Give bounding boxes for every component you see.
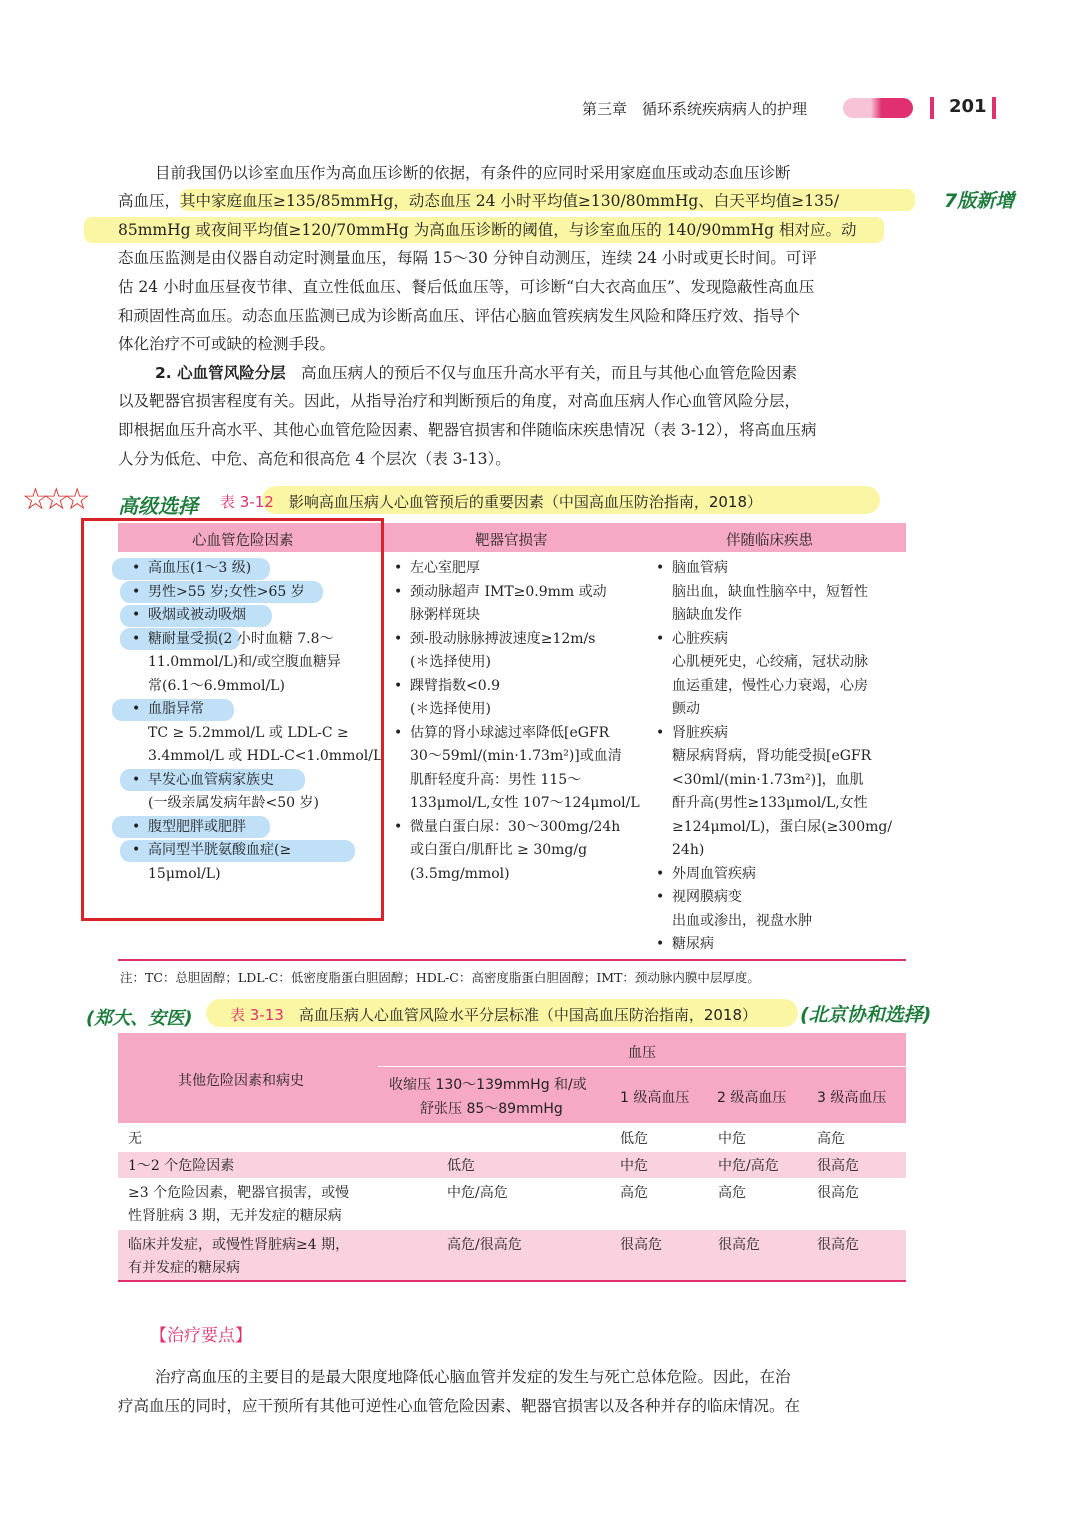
bullet-continuation: 24h) bbox=[672, 842, 705, 858]
paragraph-line: 高血压，其中家庭血压≥135/85mmHg，动态血压 24 小时平均值≥130/80mmHg、白天平均值≥135/ bbox=[118, 192, 840, 210]
chapter-color-tab bbox=[843, 98, 913, 118]
bullet-item: • 脑血管病 bbox=[654, 557, 892, 581]
bullet-item: • 踝臂指数<0.9 bbox=[392, 675, 640, 699]
target-organ-column bbox=[392, 557, 640, 886]
handwritten-stars: ☆☆☆ bbox=[22, 482, 85, 517]
clinical-conditions-column bbox=[654, 557, 892, 957]
bullet-continuation: TC ≥ 5.2mmol/L 或 LDL-C ≥ bbox=[148, 724, 349, 741]
paragraph-line: 疗高血压的同时，应干预所有其他可逆性心血管危险因素、靶器官损害以及各种并存的临床情况。在 bbox=[118, 1397, 801, 1415]
bullet-item: • 高同型半胱氨酸血症(≥ bbox=[130, 839, 382, 863]
paragraph-line: 态血压监测是由仪器自动定时测量血压，每隔 15～30 分钟自动测压，连续 24 小时或更长时间。可评 bbox=[118, 249, 817, 267]
handwritten-note-schools: (郑大、安医) bbox=[86, 1008, 193, 1029]
bullet-continuation: 脑出血，缺血性脑卒中，短暂性 bbox=[672, 583, 868, 600]
row-label: 有并发症的糖尿病 bbox=[128, 1260, 240, 1276]
header-divider bbox=[378, 1066, 906, 1067]
table-title: 高血压病人心血管风险水平分层标准（中国高血压防治指南，2018） bbox=[298, 1006, 758, 1024]
bullet-continuation: 脉粥样斑块 bbox=[410, 607, 480, 623]
risk-level-cell: 高危 bbox=[718, 1185, 746, 1201]
page-number: 201 bbox=[949, 96, 987, 117]
bullet-item: • 吸烟或被动吸烟 bbox=[130, 604, 382, 628]
column-header: 2 级高血压 bbox=[717, 1090, 787, 1106]
risk-level-cell: 高危 bbox=[620, 1185, 648, 1201]
bullet-continuation: 3.4mmol/L 或 HDL-C<1.0mmol/L bbox=[148, 748, 383, 764]
bullet-continuation: 或白蛋白/肌酐比 ≥ 30mg/g bbox=[410, 842, 588, 858]
bullet-item: • 视网膜病变 bbox=[654, 886, 892, 910]
row-label: 无 bbox=[128, 1131, 142, 1147]
bullet-item: • 颈动脉超声 IMT≥0.9mm 或动 bbox=[392, 581, 640, 605]
bullet-continuation: 肌酐轻度升高：男性 115～ bbox=[410, 771, 582, 788]
paragraph-line: 治疗高血压的主要目的是最大限度地降低心脑血管并发症的发生与死亡总体危险。因此，在治 bbox=[155, 1368, 791, 1386]
bullet-continuation: 133μmol/L,女性 107～124μmol/L bbox=[410, 795, 640, 811]
section-paragraph-line: 2. 心血管风险分层 高血压病人的预后不仅与血压升高水平有关，而且与其他心血管危险因素 bbox=[155, 364, 798, 382]
column-header: 1 级高血压 bbox=[620, 1090, 690, 1106]
table-title: 影响高血压病人心血管预后的重要因素（中国高血压防治指南，2018） bbox=[288, 493, 763, 511]
bullet-item: • 高血压(1～3 级) bbox=[130, 557, 382, 581]
bullet-continuation: 糖尿病肾病，肾功能受损[eGFR bbox=[672, 748, 872, 764]
bullet-continuation: 出血或渗出，视盘水肿 bbox=[672, 912, 812, 929]
bullet-item: • 腹型肥胖或肥胖 bbox=[130, 816, 382, 840]
risk-level-cell: 很高危 bbox=[620, 1237, 662, 1253]
bullet-item: • 糖耐量受损(2 小时血糖 7.8～ bbox=[130, 628, 382, 652]
bullet-continuation: 颤动 bbox=[672, 701, 700, 717]
paragraph-line: 估 24 小时血压昼夜节律、直立性低血压、餐后低血压等，可诊断“白大衣高血压”、发现隐蔽性高血压 bbox=[118, 278, 815, 296]
bullet-item: • 颈-股动脉脉搏波速度≥12m/s bbox=[392, 628, 640, 652]
bullet-item: • 微量白蛋白尿：30～300mg/24h bbox=[392, 816, 640, 840]
column-header: 伴随临床疾患 bbox=[726, 533, 813, 549]
handwritten-note-7th-edition: 7版新增 bbox=[944, 190, 1015, 212]
page-divider bbox=[930, 97, 934, 119]
table-bottom-rule bbox=[118, 1280, 906, 1282]
column-header: 靶器官损害 bbox=[475, 533, 548, 549]
paragraph-line: 体化治疗不可或缺的检测手段。 bbox=[118, 335, 336, 353]
row-label: 性肾脏病 3 期，无并发症的糖尿病 bbox=[128, 1208, 342, 1224]
bullet-continuation: (3.5mg/mmol) bbox=[410, 865, 510, 882]
table-note: 注：TC：总胆固醇；LDL-C：低密度脂蛋白胆固醇；HDL-C：高密度脂蛋白胆固醇；IMT：颈动脉内膜中层厚度。 bbox=[120, 970, 760, 985]
table-caption bbox=[230, 1004, 757, 1025]
bullet-continuation: (＊选择使用) bbox=[410, 701, 491, 717]
risk-level-cell: 中危 bbox=[718, 1131, 746, 1147]
risk-level-cell: 高危/很高危 bbox=[447, 1237, 522, 1253]
column-header: 心血管危险因素 bbox=[192, 533, 294, 549]
bullet-continuation: 血运重建，慢性心力衰竭，心房 bbox=[672, 677, 868, 694]
bullet-item: • 男性>55 岁;女性>65 岁 bbox=[130, 581, 382, 605]
bullet-item: • 左心室肥厚 bbox=[392, 557, 640, 581]
table-number: 表 3-12 bbox=[220, 493, 274, 511]
paragraph-line: 以及靶器官损害程度有关。因此，从指导治疗和判断预后的角度，对高血压病人作心血管风险分层， bbox=[118, 392, 801, 410]
section-heading: 【治疗要点】 bbox=[150, 1326, 252, 1346]
bullet-item: • 早发心血管病家族史 bbox=[130, 769, 382, 793]
risk-level-cell: 中危/高危 bbox=[718, 1158, 779, 1174]
handwritten-red-box bbox=[81, 518, 384, 921]
paragraph-line: 和顽固性高血压。动态血压监测已成为诊断高血压、评估心脑血管疾病发生风险和降压疗效、指导个 bbox=[118, 307, 801, 325]
risk-level-cell: 低危 bbox=[447, 1158, 475, 1174]
bullet-continuation: <30ml/(min·1.73m²)]，血肌 bbox=[672, 771, 864, 788]
bullet-continuation: 酐升高(男性≥133μmol/L,女性 bbox=[672, 795, 868, 811]
row-label: 临床并发症，或慢性肾脏病≥4 期， bbox=[128, 1237, 350, 1253]
bullet-item: • 血脂异常 bbox=[130, 698, 382, 722]
risk-level-cell: 中危/高危 bbox=[447, 1185, 508, 1201]
risk-level-cell: 低危 bbox=[620, 1131, 648, 1147]
risk-level-cell: 很高危 bbox=[817, 1185, 859, 1201]
handwritten-note-pumch: (北京协和选择) bbox=[800, 1004, 932, 1026]
bullet-item: • 肾脏疾病 bbox=[654, 722, 892, 746]
column-header: 收缩压 130～139mmHg 和/或 bbox=[389, 1077, 587, 1093]
table-bottom-rule bbox=[118, 959, 906, 961]
row-background bbox=[118, 1152, 906, 1178]
chapter-title: 第三章 循环系统疾病病人的护理 bbox=[582, 100, 808, 118]
risk-level-cell: 高危 bbox=[817, 1131, 845, 1147]
row-label: 1～2 个危险因素 bbox=[128, 1158, 235, 1174]
bullet-continuation: (一级亲属发病年龄<50 岁) bbox=[148, 795, 319, 811]
risk-level-cell: 很高危 bbox=[817, 1237, 859, 1253]
bullet-continuation: (＊选择使用) bbox=[410, 654, 491, 670]
page-divider bbox=[992, 97, 996, 119]
column-group-header: 血压 bbox=[628, 1045, 656, 1061]
bullet-continuation: 11.0mmol/L)和/或空腹血糖异 bbox=[148, 654, 341, 670]
column-header: 舒张压 85～89mmHg bbox=[420, 1101, 563, 1117]
bullet-item: • 心脏疾病 bbox=[654, 628, 892, 652]
bullet-item: • 外周血管疾病 bbox=[654, 863, 892, 887]
bullet-continuation: 脑缺血发作 bbox=[672, 607, 742, 623]
column-header: 其他危险因素和病史 bbox=[178, 1073, 304, 1089]
section-heading: 2. 心血管风险分层 bbox=[155, 364, 286, 382]
bullet-continuation: 常(6.1～6.9mmol/L) bbox=[148, 677, 285, 694]
bullet-item: • 估算的肾小球滤过率降低[eGFR bbox=[392, 722, 640, 746]
table-caption bbox=[220, 491, 762, 512]
paragraph-line: 目前我国仍以诊室血压作为高血压诊断的依据，有条件的应同时采用家庭血压或动态血压诊断 bbox=[155, 164, 791, 182]
risk-level-cell: 很高危 bbox=[718, 1237, 760, 1253]
risk-level-cell: 很高危 bbox=[817, 1158, 859, 1174]
column-header: 3 级高血压 bbox=[817, 1090, 887, 1106]
bullet-item: • 糖尿病 bbox=[654, 933, 892, 957]
paragraph-line: 即根据血压升高水平、其他心血管危险因素、靶器官损害和伴随临床疾患情况（表 3-12），将高血压病 bbox=[118, 421, 817, 439]
table-number: 表 3-13 bbox=[230, 1006, 284, 1024]
paragraph-line: 人分为低危、中危、高危和很高危 4 个层次（表 3-13）。 bbox=[118, 450, 511, 468]
row-label: ≥3 个危险因素，靶器官损害，或慢 bbox=[128, 1185, 350, 1201]
risk-level-cell: 中危 bbox=[620, 1158, 648, 1174]
bullet-continuation: 30～59ml/(min·1.73m²)]或血清 bbox=[410, 748, 622, 764]
bullet-continuation: 15μmol/L) bbox=[148, 865, 221, 882]
paragraph-line: 85mmHg 或夜间平均值≥120/70mmHg 为高血压诊断的阈值，与诊室血压的 140/90mmHg 相对应。动 bbox=[118, 221, 857, 239]
bullet-continuation: 心肌梗死史，心绞痛，冠状动脉 bbox=[672, 654, 868, 670]
bullet-continuation: ≥124μmol/L)，蛋白尿(≥300mg/ bbox=[672, 818, 893, 835]
handwritten-note-advanced: 高级选择 bbox=[118, 494, 198, 518]
